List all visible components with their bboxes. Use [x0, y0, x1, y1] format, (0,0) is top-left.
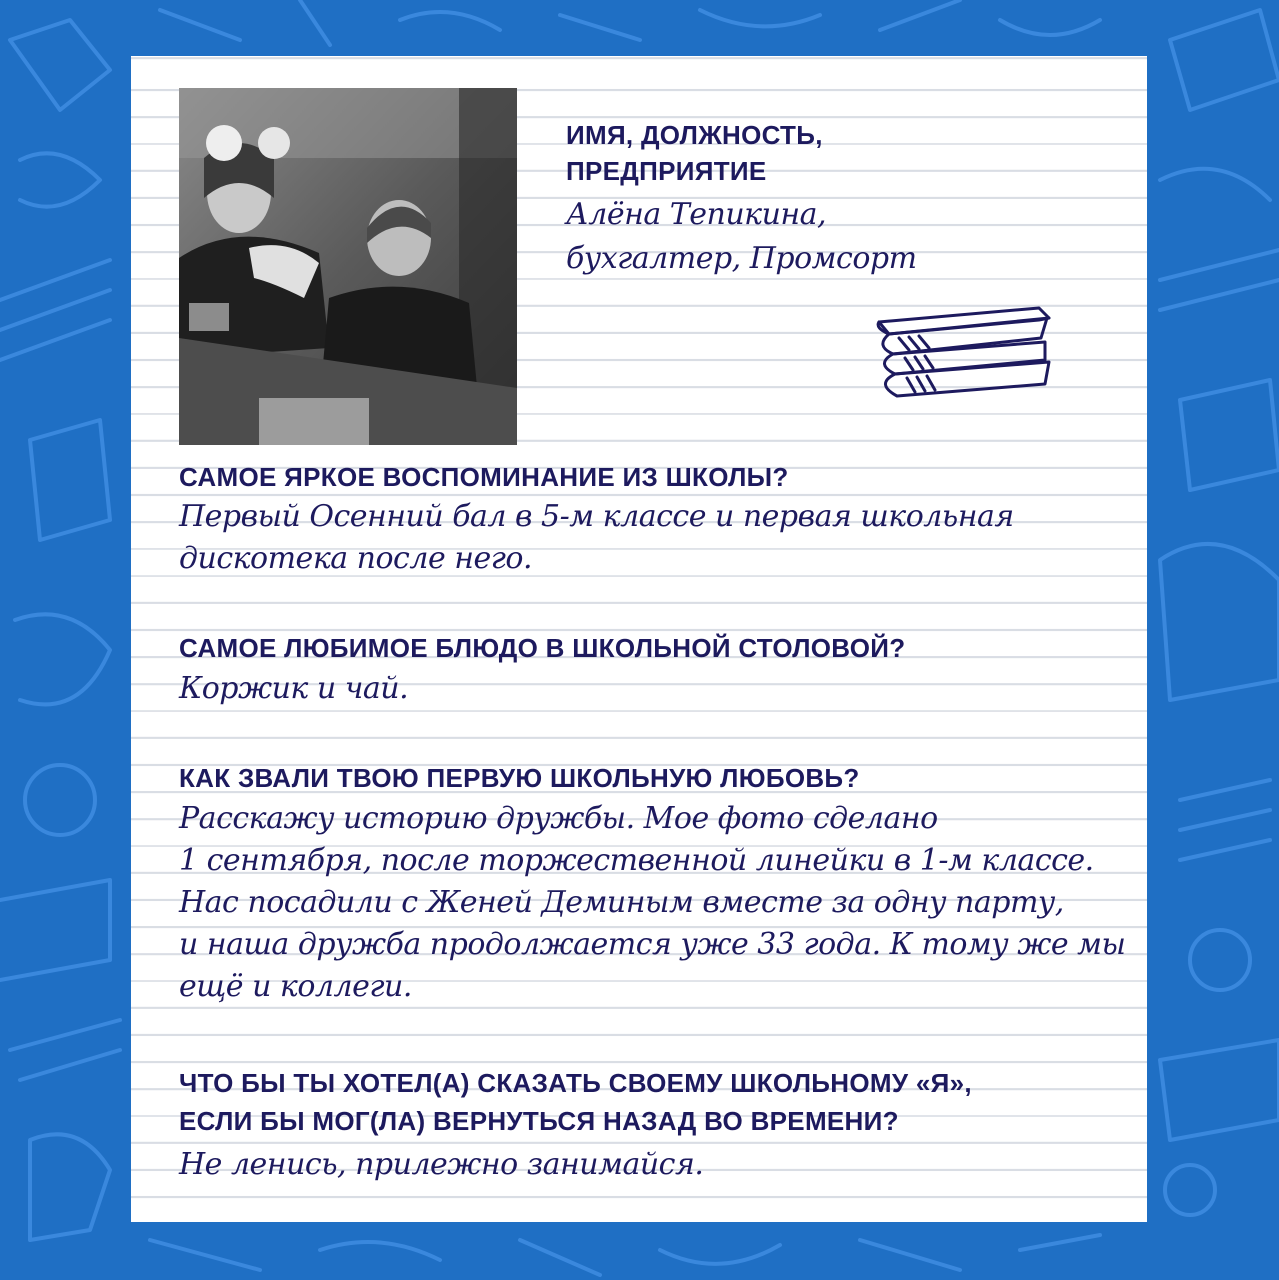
- answer-3-line3: Нас посадили с Женей Деминым вместе за одну парту,: [179, 885, 1064, 920]
- answer-3-line2: 1 сентября, после торжественной линейки в 1-м классе.: [179, 843, 1094, 878]
- question-4-line1: ЧТО БЫ ТЫ ХОТЕЛ(А) СКАЗАТЬ СВОЕМУ ШКОЛЬНОМУ «Я»,: [179, 1068, 972, 1098]
- books-stack-icon: [869, 304, 1054, 399]
- answer-3-line1: Расскажу историю дружбы. Мое фото сделано: [179, 801, 938, 836]
- question-1: САМОЕ ЯРКОЕ ВОСПОМИНАНИЕ ИЗ ШКОЛЫ?: [179, 462, 789, 492]
- question-3: КАК ЗВАЛИ ТВОЮ ПЕРВУЮ ШКОЛЬНУЮ ЛЮБОВЬ?: [179, 763, 860, 793]
- answer-2-line1: Коржик и чай.: [179, 671, 409, 706]
- profile-heading-line1: ИМЯ, ДОЛЖНОСТЬ,: [566, 120, 823, 150]
- answer-1-line2: дискотека после него.: [179, 541, 533, 576]
- notebook-page: [131, 56, 1147, 1222]
- profile-heading-line2: ПРЕДПРИЯТИЕ: [566, 156, 767, 186]
- answer-3-line5: ещё и коллеги.: [179, 969, 412, 1004]
- answer-1-line1: Первый Осенний бал в 5-м классе и первая школьная: [179, 499, 1014, 534]
- profile-answer-line2: бухгалтер, Промсорт: [566, 241, 917, 276]
- answer-3-line4: и наша дружба продолжается уже 33 года. К тому же мы: [179, 927, 1126, 962]
- question-2: САМОЕ ЛЮБИМОЕ БЛЮДО В ШКОЛЬНОЙ СТОЛОВОЙ?: [179, 633, 906, 663]
- question-4-line2: ЕСЛИ БЫ МОГ(ЛА) ВЕРНУТЬСЯ НАЗАД ВО ВРЕМЕНИ?: [179, 1106, 899, 1136]
- school-photo: [179, 88, 517, 445]
- answer-4-line1: Не ленись, прилежно занимайся.: [179, 1147, 704, 1182]
- profile-answer-line1: Алёна Тепикина,: [566, 197, 827, 232]
